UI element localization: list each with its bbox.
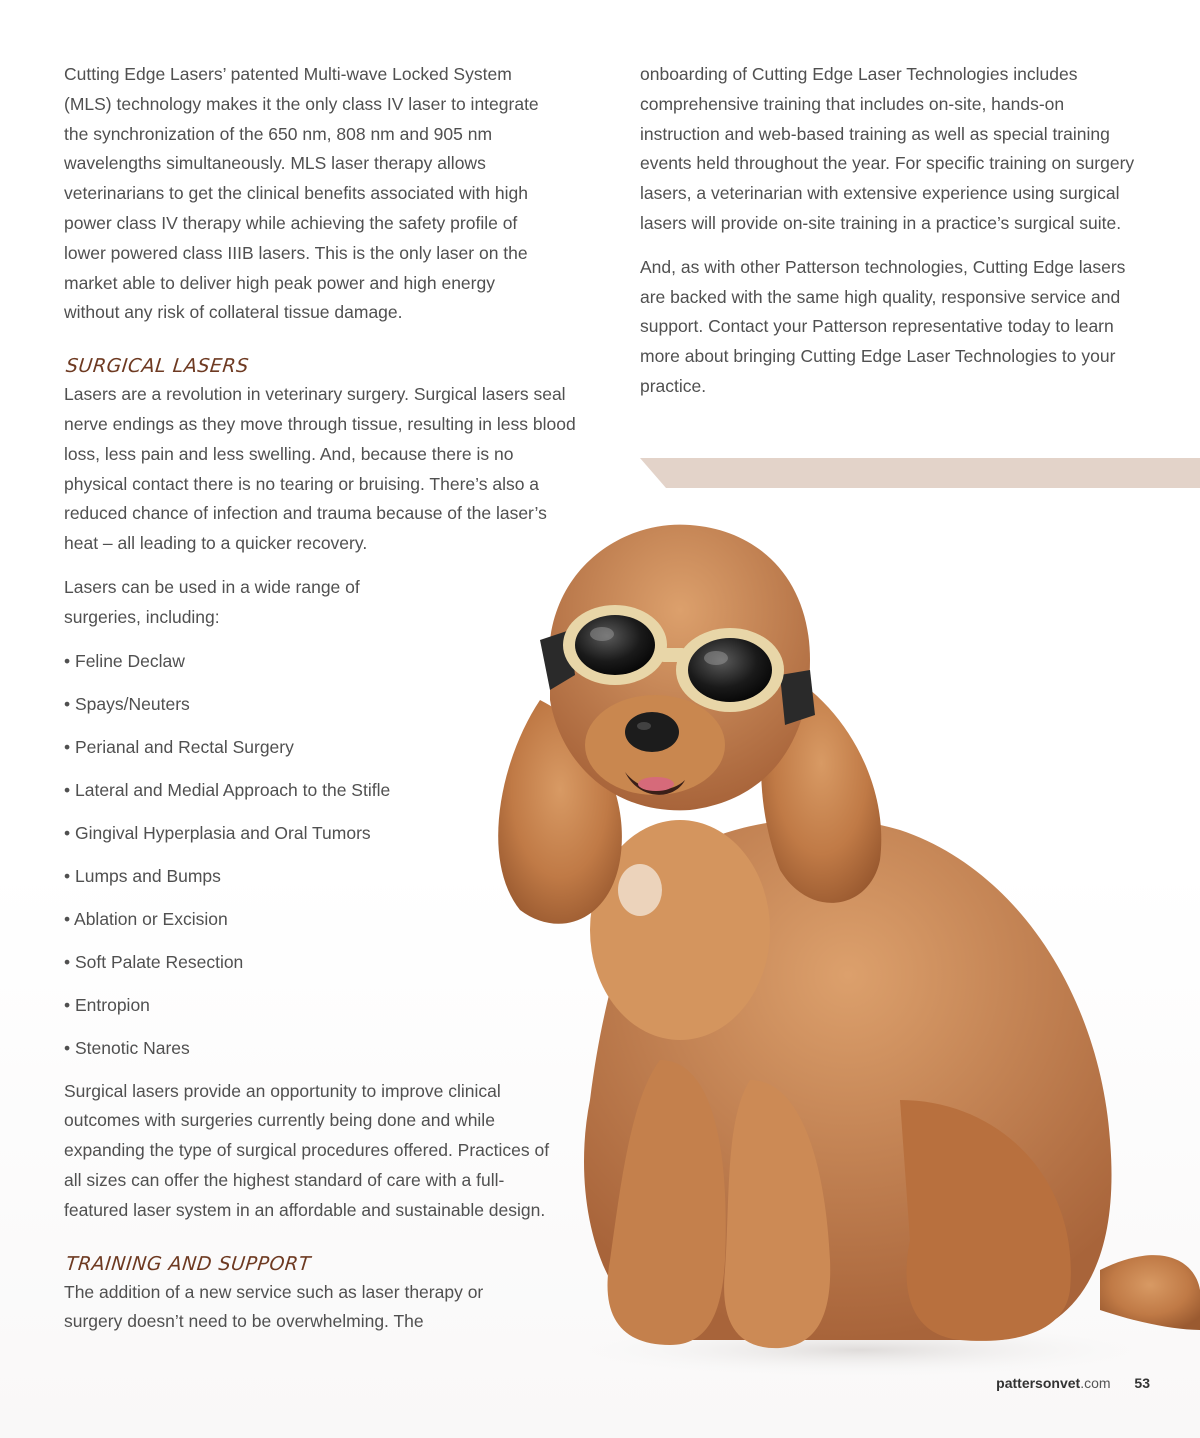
list-item: • Spays/Neuters [64, 690, 584, 719]
surgical-lasers-heading: SURGICAL LASERS [64, 355, 250, 378]
decorative-band [640, 458, 1200, 488]
surgical-paragraph-3: Surgical lasers provide an opportunity to improve clinical outcomes with surgeries currently being done and while expanding the type of surgical procedures offered. Practices of all sizes can offer the highest standard of care with a full-featured laser system in an affordable and sustainable design. [64, 1080, 550, 1220]
right-paragraph-2: And, as with other Patterson technologies, Cutting Edge lasers are backed with the same high quality, responsive service and support. Contact your Patterson representative today to learn more about bringing Cutting Edge Laser Technologies to your practice. [640, 256, 1126, 396]
dog-illustration [480, 500, 1200, 1380]
list-item: • Lumps and Bumps [64, 862, 584, 891]
list-item: • Feline Declaw [64, 647, 584, 676]
right-column [640, 60, 1150, 416]
footer-domain: .com [1080, 1375, 1111, 1391]
list-item: • Soft Palate Resection [64, 948, 584, 977]
intro-paragraph: Cutting Edge Lasers’ patented Multi-wave Locked System (MLS) technology makes it the only class IV laser to integrate the synchronization of the 650 nm, 808 nm and 905 nm wavelengths simultaneously. MLS laser therapy allows veterinarians to get the clinical benefits associated with high power class IV therapy while achieving the safety profile of lower powered class IIIB lasers. This is the only laser on the market able to deliver high peak power and high energy without any risk of collateral tissue damage. [64, 64, 539, 323]
dog-with-goggles-photo [480, 500, 1200, 1380]
right-paragraph-1: onboarding of Cutting Edge Laser Technologies includes comprehensive training that includes on-site, hands-on instruction and web-based training as well as special training events held throughout the year. For specific training on surgery lasers, a veterinarian with extensive experience using surgical lasers will provide on-site training in a practice’s surgical suite. [640, 64, 1135, 233]
surgical-paragraph-1: Lasers are a revolution in veterinary surgery. Surgical lasers seal nerve endings as they move through tissue, resulting in less blood loss, less pain and less swelling. And, because there is no physical contact there is no tearing or bruising. There’s also a reduced chance of infection and trauma because of the laser’s heat – all leading to a quicker recovery. [64, 384, 576, 554]
page-footer [996, 1375, 1150, 1391]
list-item: • Ablation or Excision [64, 905, 584, 934]
list-item: • Gingival Hyperplasia and Oral Tumors [64, 819, 584, 848]
surgical-paragraph-2: Lasers can be used in a wide range of surgeries, including: [64, 576, 360, 627]
training-support-heading: TRAINING AND SUPPORT [64, 1252, 312, 1275]
training-paragraph: The addition of a new service such as laser therapy or surgery doesn’t need to be overwhelming. The [64, 1281, 484, 1332]
list-item: • Entropion [64, 991, 584, 1020]
footer-brand: pattersonvet [996, 1375, 1081, 1391]
list-item: • Lateral and Medial Approach to the Stifle [64, 776, 584, 805]
list-item: • Perianal and Rectal Surgery [64, 733, 584, 762]
list-item: • Stenotic Nares [64, 1034, 584, 1063]
page-number: 53 [1134, 1375, 1150, 1391]
